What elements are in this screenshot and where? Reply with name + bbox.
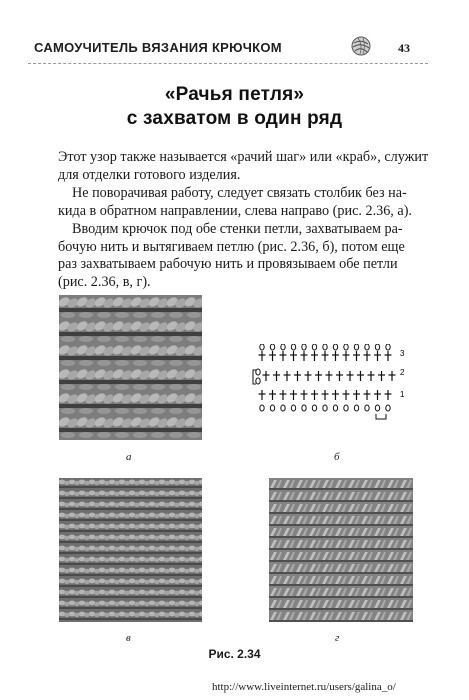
single-crochet-symbol — [301, 390, 308, 400]
single-crochet-symbol — [364, 351, 371, 361]
single-crochet-symbol — [311, 390, 318, 400]
single-crochet-symbol — [368, 371, 375, 381]
single-crochet-symbol — [374, 390, 381, 400]
single-crochet-symbol — [290, 390, 297, 400]
chain-stitch-symbol — [354, 344, 358, 350]
section-heading-line2: с захватом в один ряд — [126, 108, 343, 129]
knit-photo-a — [59, 295, 202, 440]
single-crochet-symbol — [364, 390, 371, 400]
chain-stitch-symbol — [302, 344, 306, 350]
section-heading-line1: «Рачья петля» — [164, 84, 305, 105]
paragraph-line: Не поворачивая работу, следует связать столбик без на- — [72, 185, 407, 201]
chain-stitch-symbol — [291, 344, 295, 350]
chain-stitch-symbol — [260, 344, 264, 350]
chain-stitch-symbol — [260, 405, 264, 411]
single-crochet-symbol — [353, 351, 360, 361]
figure-sublabel-a: а — [126, 451, 132, 463]
figure-sublabel-v: в — [126, 632, 131, 644]
single-crochet-symbol — [273, 371, 280, 381]
knit-photo-g — [269, 478, 413, 622]
chain-stitch-symbol — [281, 405, 285, 411]
single-crochet-symbol — [269, 351, 276, 361]
chain-stitch-symbol — [323, 405, 327, 411]
chain-stitch-symbol — [270, 344, 274, 350]
single-crochet-symbol — [294, 371, 301, 381]
single-crochet-symbol — [332, 351, 339, 361]
figure-caption: Рис. 2.34 — [208, 647, 261, 661]
single-crochet-symbol — [269, 390, 276, 400]
single-crochet-symbol — [385, 351, 392, 361]
paragraph-3 — [58, 221, 410, 291]
start-bracket — [376, 414, 386, 419]
header-divider — [28, 63, 428, 64]
yarn-ball-icon — [351, 36, 371, 56]
single-crochet-symbol — [389, 371, 396, 381]
row-number-1: 1 — [400, 390, 405, 399]
row-number-2: 2 — [400, 368, 405, 377]
paragraph-line: бочую нить и вытягиваем петлю (рис. 2.36, б), потом еще — [58, 238, 405, 255]
chain-stitch-symbol — [312, 344, 316, 350]
single-crochet-symbol — [378, 371, 385, 381]
chain-stitch-symbol — [291, 405, 295, 411]
paragraph-line: кида в обратном направлении, слева направо (рис. 2.36, а). — [58, 202, 412, 219]
single-crochet-symbol — [374, 351, 381, 361]
chain-stitch-symbol — [375, 405, 379, 411]
single-crochet-symbol — [326, 371, 333, 381]
paragraph-2 — [58, 185, 410, 220]
single-crochet-symbol — [311, 351, 318, 361]
paragraph-line: раз захватываем рабочую нить и провязываем обе петли — [58, 256, 398, 273]
single-crochet-symbol — [263, 371, 270, 381]
single-crochet-symbol — [259, 390, 266, 400]
chain-stitch-symbol — [344, 405, 348, 411]
single-crochet-symbol — [343, 390, 350, 400]
paragraph-line: (рис. 2.36, в, г). — [58, 273, 151, 290]
chain-stitch-symbol — [386, 405, 390, 411]
chain-stitch-symbol — [256, 378, 260, 384]
single-crochet-symbol — [284, 371, 291, 381]
single-crochet-symbol — [385, 390, 392, 400]
book-title: САМОУЧИТЕЛЬ ВЯЗАНИЯ КРЮЧКОМ — [34, 40, 282, 55]
figure-sublabel-b: б — [334, 451, 340, 463]
watermark-url: http://www.liveinternet.ru/users/galina_o/ — [212, 681, 396, 693]
crochet-symbol-diagram — [250, 344, 420, 434]
paragraph-line: Этот узор также называется «рачий шаг» или «краб», служит — [58, 149, 429, 165]
chain-stitch-symbol — [365, 405, 369, 411]
paragraph-line: Вводим крючок под обе стенки петли, захватываем ра- — [72, 221, 403, 237]
single-crochet-symbol — [280, 351, 287, 361]
single-crochet-symbol — [353, 390, 360, 400]
chain-stitch-symbol — [333, 344, 337, 350]
single-crochet-symbol — [347, 371, 354, 381]
single-crochet-symbol — [357, 371, 364, 381]
single-crochet-symbol — [301, 351, 308, 361]
figure-sublabel-g: г — [335, 632, 340, 644]
chain-stitch-symbol — [375, 344, 379, 350]
chain-stitch-symbol — [281, 344, 285, 350]
chain-stitch-symbol — [256, 369, 260, 375]
single-crochet-symbol — [322, 351, 329, 361]
single-crochet-symbol — [259, 351, 266, 361]
chain-stitch-symbol — [323, 344, 327, 350]
single-crochet-symbol — [280, 390, 287, 400]
running-head — [30, 36, 428, 62]
single-crochet-symbol — [336, 371, 343, 381]
paragraph-line: для отделки готового изделия. — [58, 166, 241, 183]
single-crochet-symbol — [343, 351, 350, 361]
single-crochet-symbol — [290, 351, 297, 361]
chain-stitch-symbol — [354, 405, 358, 411]
single-crochet-symbol — [315, 371, 322, 381]
knit-photo-v — [59, 478, 202, 622]
single-crochet-symbol — [305, 371, 312, 381]
single-crochet-symbol — [322, 390, 329, 400]
chain-stitch-symbol — [344, 344, 348, 350]
page-number: 43 — [398, 41, 410, 55]
chain-stitch-symbol — [302, 405, 306, 411]
row-number-3: 3 — [400, 349, 405, 358]
chain-stitch-symbol — [333, 405, 337, 411]
chain-stitch-symbol — [386, 344, 390, 350]
chain-stitch-symbol — [365, 344, 369, 350]
chain-stitch-symbol — [270, 405, 274, 411]
single-crochet-symbol — [332, 390, 339, 400]
chain-stitch-symbol — [312, 405, 316, 411]
paragraph-1 — [58, 149, 429, 184]
